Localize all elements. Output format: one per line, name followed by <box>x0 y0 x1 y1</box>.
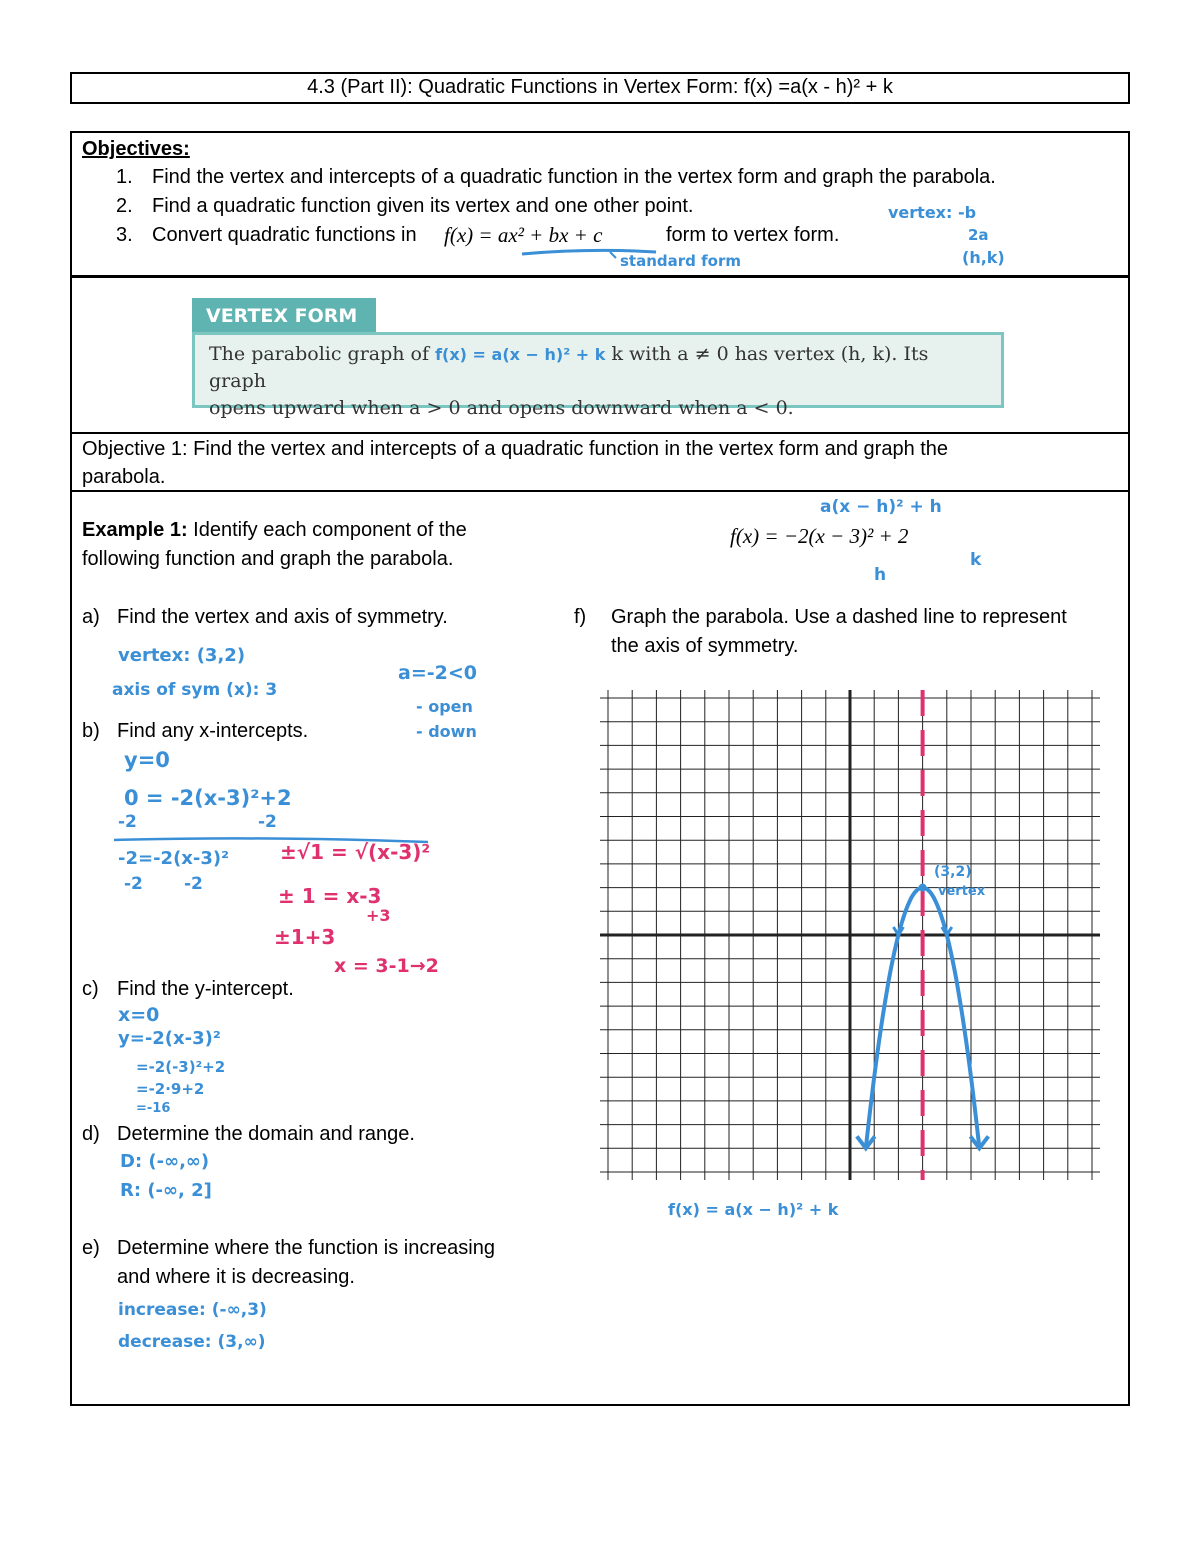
hw-b5b: -2 <box>184 874 203 894</box>
standard-form-formula: f(x) = ax² + bx + c <box>444 223 603 247</box>
two-a-note: 2a <box>968 226 989 244</box>
objective-3-suffix: form to vertex form. <box>666 224 840 246</box>
part-f-text-2: the axis of symmetry. <box>611 635 799 657</box>
function-form-note: a(x − h)² + h <box>820 497 942 517</box>
part-e-text-1: Determine where the function is increasing <box>117 1237 495 1259</box>
hw-b1: y=0 <box>124 748 170 772</box>
part-d-text: Determine the domain and range. <box>117 1123 415 1145</box>
objective-2-num: 2. <box>116 195 133 217</box>
hw-b4: -2=-2(x-3)² <box>118 848 230 869</box>
vertex-form-card <box>192 298 1004 419</box>
function-h-note: h <box>874 565 887 585</box>
hw-c4: =-2·9+2 <box>136 1080 205 1098</box>
part-d-label: d) <box>82 1123 100 1145</box>
part-a-label: a) <box>82 606 100 628</box>
objective-2-text: Find a quadratic function given its vertex and one other point. <box>152 195 694 217</box>
hw-c3: =-2(-3)²+2 <box>136 1058 226 1076</box>
hw-e2: decrease: (3,∞) <box>118 1332 266 1352</box>
hw-b3a: -2 <box>118 812 137 832</box>
hw-e1: increase: (-∞,3) <box>118 1300 267 1320</box>
part-a-text: Find the vertex and axis of symmetry. <box>117 606 448 628</box>
hw-a-aval: a=-2<0 <box>398 662 477 684</box>
example-text-1: Identify each component of the <box>193 519 467 541</box>
example-line1 <box>82 516 467 545</box>
hw-a-vertex: vertex: (3,2) <box>118 645 246 666</box>
hw-b5a: -2 <box>124 874 143 894</box>
function-k-note: k <box>970 550 982 570</box>
hw-c5: =-16 <box>136 1101 171 1116</box>
vertex-form-line1-pre: The parabolic graph of <box>209 343 430 365</box>
vertex-form-tab: VERTEX FORM <box>192 298 376 334</box>
vertex-form-line1-post: k with a ≠ 0 has vertex (h, k). Its graph <box>209 343 929 392</box>
objective-3-num: 3. <box>116 224 133 246</box>
part-b-label: b) <box>82 720 100 742</box>
objectives-heading: Objectives: <box>82 138 190 160</box>
hk-note: (h,k) <box>962 248 1005 267</box>
part-c-text: Find the y-intercept. <box>117 978 294 1000</box>
part-e-text-2: and where it is decreasing. <box>117 1266 355 1288</box>
hw-graph-formula: f(x) = a(x − h)² + k <box>668 1200 839 1219</box>
hw-c2: y=-2(x-3)² <box>118 1028 221 1049</box>
hw-c1: x=0 <box>118 1004 160 1026</box>
objective-1-num: 1. <box>116 166 133 188</box>
hw-b3b: -2 <box>258 812 277 832</box>
objective1-line1: Objective 1: Find the vertex and intercepts of a quadratic function in the vertex form and graph the <box>82 438 949 460</box>
hw-graph-point: (3,2) <box>934 864 972 880</box>
hw-a-down: - down <box>416 722 477 741</box>
part-f-text-1: Graph the parabola. Use a dashed line to represent <box>611 606 1067 628</box>
part-e-label: e) <box>82 1237 100 1259</box>
page-title: 4.3 (Part II): Quadratic Functions in Vertex Form: f(x) =a(x - h)² + k <box>307 76 893 98</box>
vertex-form-handwritten: f(x) = a(x − h)² + k <box>435 345 606 364</box>
example-label: Example 1: <box>82 519 188 541</box>
hw-d1: D: (-∞,∞) <box>120 1151 210 1172</box>
hw-b9: ±1+3 <box>274 925 336 949</box>
hw-b2: 0 = -2(x-3)²+2 <box>124 786 292 810</box>
vertex-form-body <box>192 332 1004 419</box>
hw-b8: +3 <box>366 906 391 925</box>
part-c-label: c) <box>82 978 99 1000</box>
objective1-line2: parabola. <box>82 466 166 488</box>
hw-b7: ± 1 = x-3 <box>278 884 382 908</box>
hw-d2: R: (-∞, 2] <box>120 1180 212 1201</box>
part-b-text: Find any x-intercepts. <box>117 720 309 742</box>
example-text-2: following function and graph the parabola. <box>82 548 454 570</box>
example-function: f(x) = −2(x − 3)² + 2 <box>730 524 909 548</box>
objective-3-text: Convert quadratic functions in <box>152 224 417 246</box>
objective-1-text: Find the vertex and intercepts of a quadratic function in the vertex form and graph the parabola. <box>152 166 996 188</box>
standard-form-note: standard form <box>620 252 741 270</box>
hw-b6: ±√1 = √(x-3)² <box>280 840 431 864</box>
vertex-form-line2: opens upward when a > 0 and opens downward when a < 0. <box>209 397 794 419</box>
hw-graph-vertex: vertex <box>938 884 986 899</box>
vertex-point <box>919 884 927 892</box>
part-f-label: f) <box>574 606 587 628</box>
vertex-formula-note: vertex: -b <box>888 203 977 222</box>
hw-a-axis: axis of sym (x): 3 <box>112 680 278 700</box>
hw-b10: x = 3-1→2 <box>334 955 439 977</box>
hw-a-open: - open <box>416 697 473 716</box>
coordinate-grid <box>600 690 1100 1180</box>
